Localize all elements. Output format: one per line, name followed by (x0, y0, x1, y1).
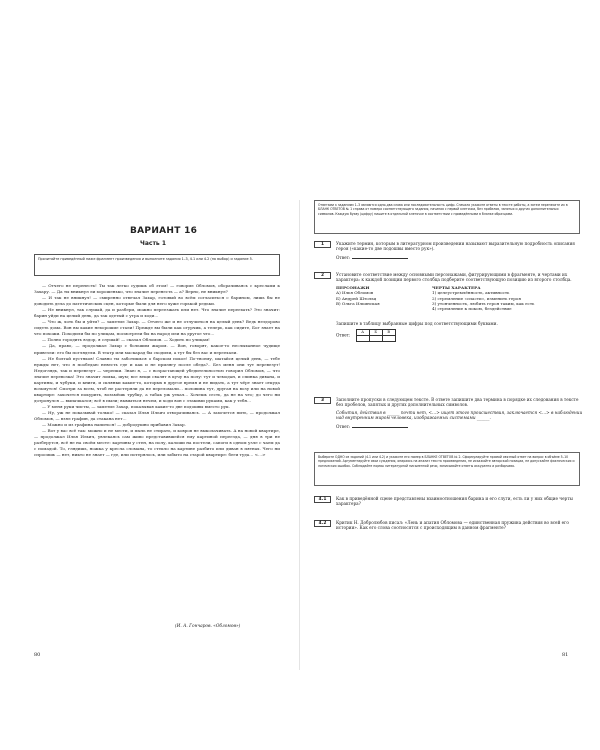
fill-in-text: События, действия в ______ почти нет, <…> ищет этого происшествия, заключается <…> в наблюдении над внутренним миром человека, изображаемых системами ______. (336, 409, 583, 421)
question-text: Укажите термин, которым в литературном произведении называют выразительную подробность описания героя («какие-то две подошвы вместо рук»). (336, 241, 575, 252)
task-instruction-box: Прочитайте приведённый ниже фрагмент произведения и выполните задания 1–3, 4.1 или 4.2 (на выбор) и задание 5. (34, 254, 280, 276)
answer-field[interactable] (352, 255, 408, 259)
source-citation: (И. А. Гончаров. «Обломов») (175, 624, 241, 629)
table-header: А (356, 330, 369, 336)
question-text: Заполните пропуски в следующем тексте. В ответе запишите два термина в порядке их следования в тексте без пробелов, запятых и других дополнительных символов. (336, 397, 579, 408)
question-number: 1 (314, 241, 331, 248)
paragraph: — Ну, уж не показывай только! — сказал Илья Ильич отворачиваясь. — А захочется пить, — продолжал Обломов, — взял графин, да стакана нет… (34, 409, 280, 422)
character-item: В) Ольга Ильинская (336, 301, 380, 307)
right-page (300, 0, 600, 750)
variant-title: ВАРИАНТ 16 (130, 226, 198, 236)
paragraph: — Не вникнул, так слушай, да и разбери, можно переезжать или нет. Что значит переехать? Это значит: барин уйди на целый день, да так одетый с утра и ходи… (34, 307, 280, 319)
paragraph: — Вот у вас всё так: можно и не мести, и пыль не стирать, и ковров не выколачивать. А на новой квартире, — продолжал Илья Ильич, увлекаясь сам живо представившейся ему картиной переезда, — дня в три не разберутся, всё не на своём месте: картины у стен, на полу, калоши на постели, сапоги в одном узле с чаем да с помадой. То, глядишь, ножка у кресла сломана, то стекло на картине разбито или диван в пятнах. Чего ни спросишь — нет, никто не знает — где, или потерялось, или забыто на старой квартире: беги туда… <…> (34, 428, 280, 458)
trait-item: 1) целеустремлённость, активность (432, 290, 510, 296)
trait-item: 3) утонченность, любить героя таким, как есть (432, 301, 535, 307)
answer-field[interactable] (352, 424, 408, 428)
essay-instruction-box: Выберите ОДНО из заданий (4.1 или 4.2) и укажите его номер в БЛАНКЕ ОТВЕТОВ № 2. Сформулируйте прямой связный ответ на вопрос в объёме 5–10 предложений. Аргументируйте свои суждения, опираясь на анализ текста произведения, не искажайте авторской позиции, не допускайте фактических и логических ошибок. Соблюдайте нормы литературной письменной речи, записывайте ответы аккуратно и разборчиво. (314, 452, 580, 486)
answer-row (336, 329, 584, 342)
matching-columns (336, 285, 584, 319)
characters-header: ПЕРСОНАЖИ (336, 284, 370, 290)
table-instruction: Запишите в таблицу выбранные цифры под соответствующими буквами. (336, 320, 498, 326)
answer-label: Ответ: (336, 423, 351, 429)
paragraph: — Не болтай пустяков! Славно ты заботишься о барском покое! По-твоему, шатайся целый день, — тебе нужды нет, что я пообедаю невесть где и как и не прилягу после обеда?.. Без меня они тут перевезут! Недоглядь, так и перевезут — черепки. Знаю я, — с возрастающей убедительностью говорил Обломов, — что значит перевозка! Это значит ломка, шум; все вещи свалят в кучу на полу: тут и чемодан, и спинка дивана, и картины, и чубуки, и книги, и склянки какие-то, которых в другое время и не видать, а тут чёрт знает откуда возьмутся! Смотри за всем, чтоб не растеряли да не переломали… половина тут, другая на возу или на новой квартире: захочется покурить, возьмёшь трубку, а табак уж уехал… Хочешь сесть, да не на что; до чего ни дотронулся — выпачкался; всё в пыли; вымыться нечем, и ходи вон с этакими руками, как у тебя… (34, 355, 280, 403)
question-number: 4.2 (314, 520, 331, 527)
answers-instruction-box: Ответами к заданиям 1–3 являются одно-два слова или последовательность цифр. Сначала укажите ответы в тексте работы, а затем перенесите их в БЛАНК ОТВЕТОВ № 1 справа от номера соответствующего задания, начиная с первой клеточки, без пробелов, запятых и других дополнительных символов. Каждую букву (цифру) пишите в отдельной клеточке в соответствии с приведёнными в бланке образцами. (314, 200, 580, 234)
page-number-left: 80 (34, 652, 41, 658)
table-header: В (382, 330, 395, 336)
excerpt-text (34, 283, 280, 458)
traits-header: ЧЕРТЫ ХАРАКТЕРА (432, 284, 481, 290)
answer-row (336, 255, 584, 260)
answer-table (356, 329, 396, 342)
answer-cell[interactable] (356, 336, 369, 342)
question-text: Как в приведённой сцене представлены взаимоотношения барина и его слуги, есть ли у них общие черты характера? (336, 496, 573, 507)
page-number-right: 81 (562, 652, 569, 658)
paragraph: — У меня руки чисты, — заметил Захар, показывая какие-то две подошвы вместо рук. (42, 403, 230, 409)
trait-item: 2) стремление «спасти», изменить героя (432, 295, 521, 301)
question-number: 2 (314, 272, 331, 279)
question-number: 4.1 (314, 496, 331, 503)
paragraph: — Что ж, хоть бы и уйти? — заметил Захар. — Отчего же и не отлучиться на целый день? Ведь нездорово сидеть дома. Вон вы какие нехорошие стали! Прежде вы были как огурчик, а теперь, как сидите, Бог знает на что похожи. Походили бы по улицам, посмотрели бы на народ или на другое что… (34, 319, 280, 337)
table-header: Б (369, 330, 382, 336)
paragraph: — Полно городить вздор, я слушай! — сказал Обломов. — Ходить по улицам! (42, 337, 210, 343)
answer-row (336, 424, 584, 429)
character-item: А) Илья Обломов (336, 290, 374, 296)
paragraph: — Отчего не перенесть! Ты так легко судишь об этом! — говорил Обломов, оборачиваясь с креслами к Захару. — Да ты вникнул ли хорошенько, что значит перенесть — а? Верно, не вникнул? (34, 283, 280, 295)
paragraph: — Да, право, — продолжал Захар с большим жаром. — Вон, говорят, какое-то неслыханное чудище привезли: его бы поглядели. В театр или маскарад бы сходили, а тут бы без вас и переехали. (34, 343, 280, 355)
answer-label: Ответ: (336, 332, 351, 338)
paragraph: — Можно и из графина напиться! — добродушно прибавил Захар. (42, 422, 186, 428)
answer-cell[interactable] (382, 336, 395, 342)
paragraph: — И так не вникнул! — смиренно отвечал Захар, готовый во всём согласиться с барином, лишь бы не доводить дела до патетических сцен, которые были для него хуже горькой редьки. (34, 295, 280, 307)
question-text: Критик Н. Добролюбов писал: «Лень и апатия Обломова — единственная пружина действия во всей его истории». Как его слова соотносятся с происходящим в данном фрагменте? (336, 520, 569, 531)
part-title: Часть 1 (140, 240, 166, 247)
character-item: Б) Андрей Штольц (336, 295, 377, 301)
question-number: 3 (314, 397, 331, 404)
answer-label: Ответ: (336, 254, 351, 260)
answer-cell[interactable] (369, 336, 382, 342)
trait-item: 4) стремление к покою, бездействие (432, 306, 512, 312)
question-text: Установите соответствие между основными персонажами, фигурирующими в фрагменте, и чертами их характера: к каждой позиции первого столбца подберите соответствующую позицию из второго столбца. (336, 272, 572, 283)
